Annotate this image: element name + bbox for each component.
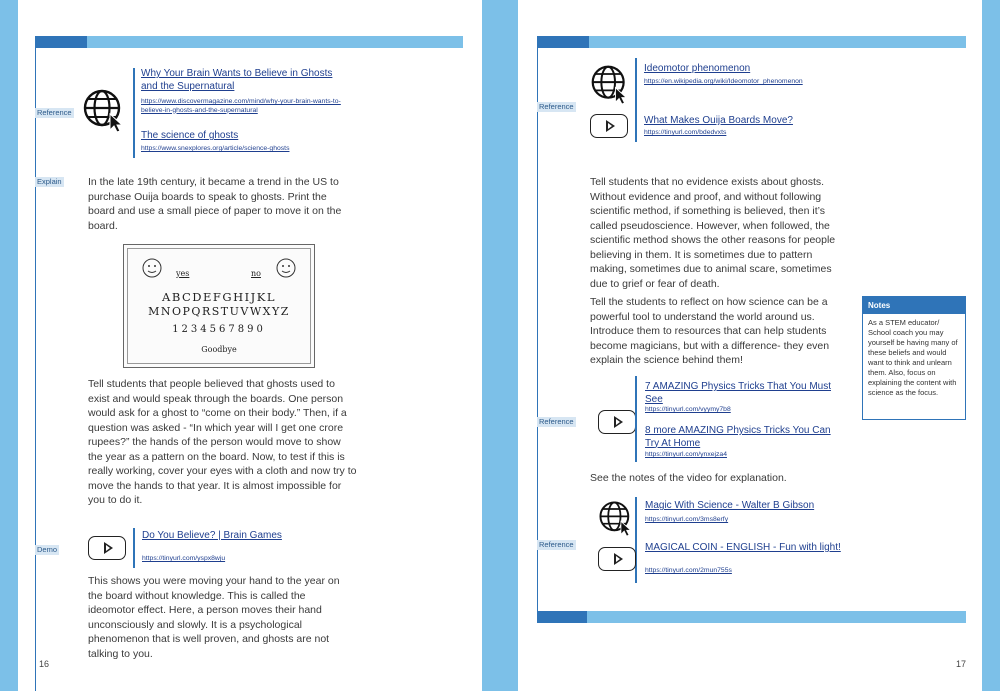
reference-divider [635,58,637,142]
sun-icon [138,255,166,281]
reference-divider [635,497,637,583]
paragraph-video-notes: See the notes of the video for explanation. [590,472,787,484]
paragraph-ideomotor: This shows you were moving your hand to the year on the board without knowledge. This is called the ideomotor effect. Here, a person moves their hand unconsciously and slowly. It is a psychological phenomenon that is well proven, and ghosts are not talking to you. [88,575,340,660]
url-7-physics-tricks[interactable]: https://tinyurl.com/vyymy7b8 [645,406,731,413]
left-margin-line [537,48,538,623]
left-margin-line [35,48,36,691]
notes-text: As a STEM educator/ School coach you may yourself be having many of these beliefs and would want to think and unlearn them. Also, focus on explaining the content with science as the focus. [868,318,958,397]
globe-icon [590,64,630,104]
ouija-goodbye: Goodbye [201,345,237,354]
right-page [518,0,982,691]
notes-heading: Notes [863,297,965,314]
reference-divider [635,376,637,462]
explain-tag: Explain [37,177,62,186]
ouija-numbers: 1234567890 [172,324,266,335]
ouija-letters-row2: MNOPQRSTUVWXYZ [148,305,290,318]
url-ouija-boards-move[interactable]: https://tinyurl.com/bdedvxts [644,129,727,136]
reference-tag: Reference [37,108,72,117]
url-do-you-believe[interactable]: https://tinyurl.com/yspx8wju [142,555,226,562]
demo-tag: Demo [37,545,58,554]
url-8-physics-tricks[interactable]: https://tinyurl.com/ynxejza4 [645,451,727,458]
globe-icon [598,500,634,536]
moon-icon [272,255,300,281]
globe-icon [82,88,126,132]
paragraph-ghost-boards: Tell students that people believed that ghosts used to exist and would speak through the boards. One person would ask for a ghost to “come on their body.” Then, if a question was asked - “In which year will I get one crore rupees?” the hands of the person would move to show the year as a pattern on the board. Now, to test if this is really working, cover your eyes with a cloth and now try to move the hands to that year. It is almost impossible for you to do it. [88,378,357,506]
url-science-of-ghosts[interactable]: https://www.snexplores.org/article/science-ghosts [141,145,290,152]
link-do-you-believe[interactable]: Do You Believe? | Brain Games [142,530,282,541]
explain-text: In the late 19th century, it became a trend in the US to purchase Ouija boards to speak to ghosts. Print the board and use a small piece of paper to move it on the board. [88,176,342,232]
reference-tag: Reference [539,540,574,549]
notes-box [862,296,966,420]
url-ideomotor-phenomenon[interactable]: https://en.wikipedia.org/wiki/Ideomotor_phenomenon [644,78,803,85]
link-brain-believe-ghosts[interactable]: Why Your Brain Wants to Believe in Ghosts and the Supernatural [141,68,333,92]
paragraph-reflect-science: Tell the students to reflect on how science can be a powerful tool to understand the world around us. Introduce them to resources that can help students become magicians, but with a difference- they even explain the science behind them! [590,296,830,366]
reference-divider [133,68,135,158]
url-magical-coin[interactable]: https://tinyurl.com/2mun755s [645,567,732,574]
play-icon[interactable] [88,536,126,560]
link-magical-coin[interactable]: MAGICAL COIN - ENGLISH - Fun with light! [645,542,841,553]
page-number: 17 [956,659,967,669]
demo-divider [133,528,135,568]
link-7-physics-tricks[interactable]: 7 AMAZING Physics Tricks That You Must See [645,381,831,405]
ouija-no: no [251,269,261,278]
top-bar [35,36,463,48]
bottom-bar [537,611,966,623]
top-bar [537,36,966,48]
link-magic-with-science[interactable]: Magic With Science - Walter B Gibson [645,500,815,511]
url-magic-with-science[interactable]: https://tinyurl.com/3ms8erfy [645,516,729,523]
play-icon[interactable] [598,547,636,571]
link-science-of-ghosts[interactable]: The science of ghosts [141,130,239,141]
play-icon[interactable] [590,114,628,138]
left-page [18,0,482,691]
url-brain-believe-ghosts[interactable]: https://www.discovermagazine.com/mind/why-your-brain-wants-to-believe-in-ghosts-and-the-supernatural [141,98,341,114]
link-8-physics-tricks[interactable]: 8 more AMAZING Physics Tricks You Can Try At Home [645,425,831,449]
paragraph-pseudoscience: Tell students that no evidence exists about ghosts. Without evidence and proof, and without following scientific method, if something is believed, then it’s called pseudoscience. However, when followed, the scientific method shows the other reasons for people believing in them. It is sometimes due to pattern making, sometimes due to animal scare, sometimes due to grief or fear of death. [590,176,836,290]
link-ideomotor-phenomenon[interactable]: Ideomotor phenomenon [644,63,751,74]
ouija-yes: yes [176,269,190,278]
page-number: 16 [39,659,50,669]
link-ouija-boards-move[interactable]: What Makes Ouija Boards Move? [644,115,793,126]
reference-tag: Reference [539,417,574,426]
ouija-letters-row1: ABCDEFGHIJKL [162,290,276,304]
reference-tag: Reference [539,102,574,111]
ouija-board-image [123,244,315,368]
play-icon[interactable] [598,410,636,434]
